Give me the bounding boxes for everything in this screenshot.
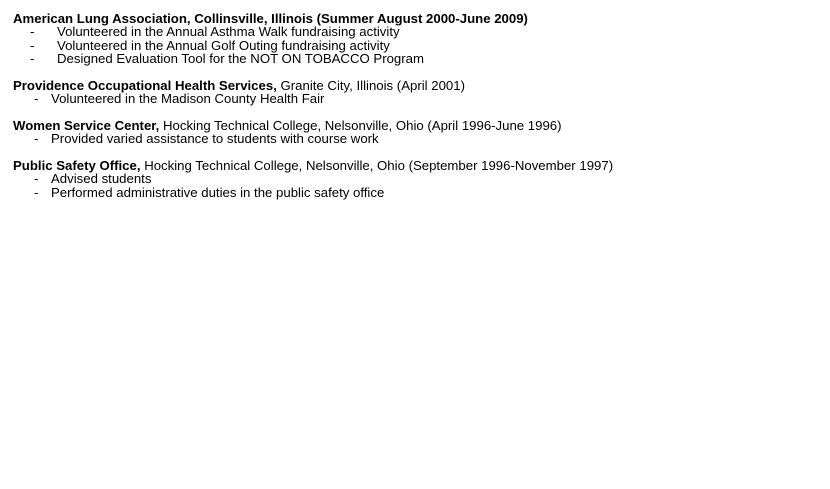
bullet-marker: - [30, 51, 35, 67]
list-item [13, 186, 813, 199]
entry-details: Hocking Technical College, Nelsonville, Ohio (September 1996-November 1997) [140, 158, 614, 173]
entry-details: Granite City, Illinois (April 2001) [276, 78, 465, 93]
entry-heading [13, 79, 813, 92]
bullet-list [13, 92, 813, 105]
list-item [13, 25, 813, 38]
bullet-text: Performed administrative duties in the public safety office [51, 184, 385, 200]
list-item [13, 172, 813, 185]
bullet-marker: - [30, 37, 35, 53]
bullet-text: Volunteered in the Annual Golf Outing fundraising activity [57, 37, 390, 53]
entry-heading [13, 119, 813, 132]
bullet-text: Advised students [51, 171, 152, 187]
list-item [13, 92, 813, 105]
bullet-marker: - [30, 24, 35, 40]
bullet-list [13, 132, 813, 145]
list-item [13, 52, 813, 65]
entry-heading [13, 12, 813, 25]
entry-providence-occupational-health [13, 79, 813, 106]
bullet-text: Provided varied assistance to students with course work [51, 131, 379, 147]
bullet-list [13, 172, 813, 199]
bullet-marker: - [34, 131, 39, 147]
bullet-marker: - [34, 171, 39, 187]
entry-public-safety-office [13, 159, 813, 199]
entry-organization: Women Service Center, [13, 118, 160, 133]
bullet-text: Designed Evaluation Tool for the NOT ON TOBACCO Program [57, 51, 424, 67]
entry-details: Hocking Technical College, Nelsonville, Ohio (April 1996-June 1996) [159, 118, 562, 133]
entry-organization: Public Safety Office, [13, 158, 141, 173]
bullet-marker: - [34, 91, 39, 107]
entry-women-service-center [13, 119, 813, 146]
list-item [13, 132, 813, 145]
bullet-text: Volunteered in the Madison County Health Fair [51, 91, 325, 107]
entry-heading [13, 159, 813, 172]
list-item [13, 39, 813, 52]
entry-american-lung-association [13, 12, 813, 66]
bullet-list [13, 25, 813, 65]
bullet-marker: - [34, 184, 39, 200]
bullet-text: Volunteered in the Annual Asthma Walk fundraising activity [57, 24, 400, 40]
entry-organization: Providence Occupational Health Services, [13, 78, 277, 93]
entry-organization: American Lung Association, Collinsville, Illinois (Summer August 2000-June 2009) [13, 11, 528, 26]
